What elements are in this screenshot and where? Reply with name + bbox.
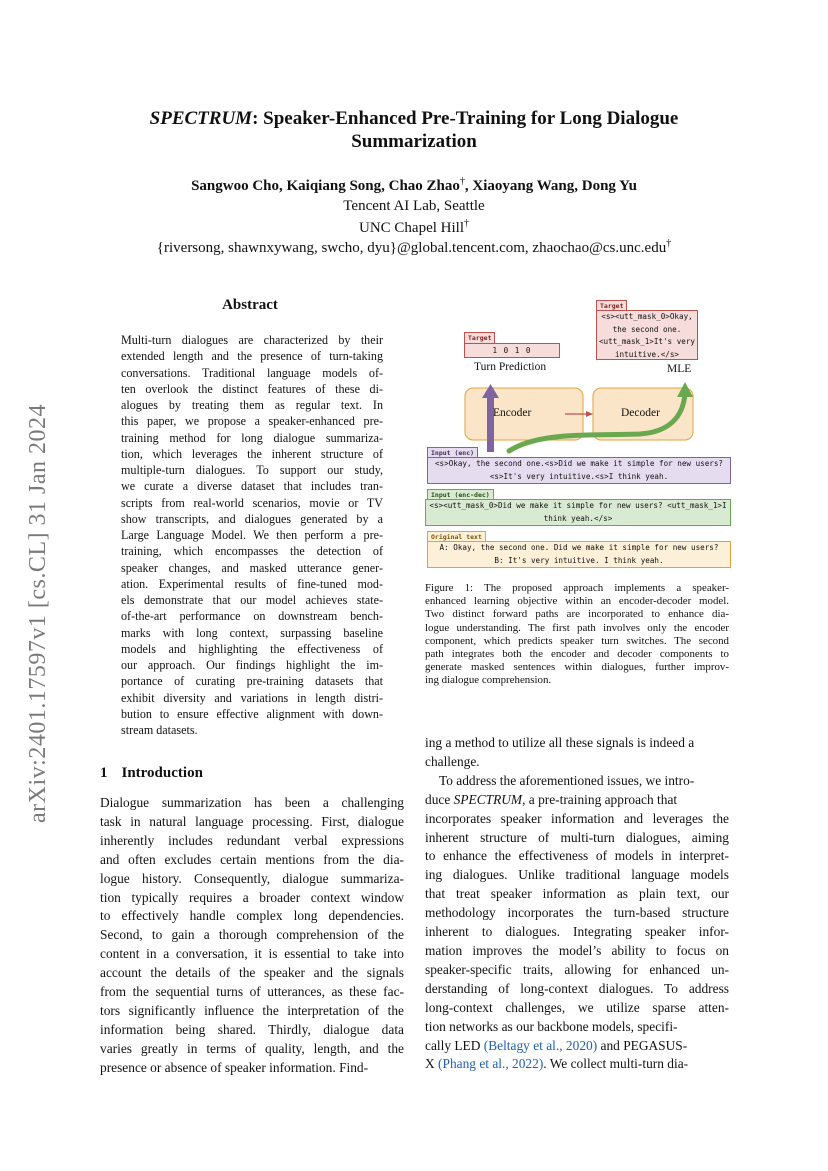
turn-arrow-shaft bbox=[487, 396, 494, 452]
intro-left-line-12: tors significantly influence the interpretation of the bbox=[100, 1002, 404, 1018]
arxiv-stamp bbox=[2, 373, 74, 853]
input-encdec-line-1: <s><utt_mask_0>Did we make it simple for new users? <utt_mask_1>I bbox=[429, 501, 727, 510]
right-p2-rest-line-4: ing dialogues. Unlike traditional language models bbox=[425, 867, 729, 883]
intro-left-line-7: to effectively handle complex long dependencies. bbox=[100, 908, 404, 924]
abstract-line-18: of-the-art performance on downstream bench- bbox=[121, 609, 383, 624]
abstract-line-11: scripts from real-world scenarios, movie or TV bbox=[121, 495, 383, 510]
target2-line-1: <s><utt_mask_0>Okay, bbox=[601, 312, 693, 321]
affiliation-2 bbox=[100, 215, 728, 237]
right-last1-post: and PEGASUS- bbox=[597, 1037, 688, 1053]
right-last2-pre: X bbox=[425, 1056, 439, 1072]
enc-dec-arrowhead bbox=[586, 411, 593, 417]
right-p2-rest-line-12: tion networks as our backbone models, specifi- bbox=[425, 1018, 678, 1034]
intro-left-line-6: tion typically requires a broader context window bbox=[100, 889, 404, 905]
abstract-line-22: portance of curating pre-training datasets that bbox=[121, 674, 383, 689]
paper-title bbox=[100, 107, 728, 153]
abstract-line-8: tion, which leverages the inherent structure of bbox=[121, 446, 383, 461]
affiliation-2-dagger: † bbox=[464, 218, 469, 229]
emails-dagger: † bbox=[666, 238, 672, 249]
intro-left-line-10: account the details of the speaker and the signals bbox=[100, 965, 404, 981]
abstract-line-20: models and highlighting the effectiveness of bbox=[121, 641, 383, 656]
abstract-line-24: bution to ensure effective alignment with down- bbox=[121, 706, 383, 721]
abstract-heading: Abstract bbox=[222, 297, 278, 313]
right-last-line-1 bbox=[425, 1037, 729, 1056]
authors-main: Sangwoo Cho, Kaiqiang Song, Chao Zhao bbox=[191, 178, 460, 194]
abstract-line-2: extended length and the presence of turn-taking bbox=[121, 349, 383, 364]
input-enc-line-2: <s>It's very intuitive.<s>I think yeah. bbox=[489, 471, 669, 481]
abstract-line-19: marks with long context, surpassing baseline bbox=[121, 625, 383, 640]
right-p2-rest-line-10: derstanding of long-context dialogues. To address bbox=[425, 980, 729, 996]
right-cont-line-1: ing a method to utilize all these signals is indeed a bbox=[425, 735, 695, 750]
authors-tail: , Xiaoyang Wang, Dong Yu bbox=[464, 178, 637, 194]
caption-line-8: ing dialogue comprehension. bbox=[425, 674, 552, 687]
abstract-line-9: multiple-turn dialogues. To support our study, bbox=[121, 463, 383, 477]
abstract-line-10: we curate a diverse dataset that includes tran- bbox=[121, 479, 383, 494]
intro-left-line-13: information being shared. Thirdly, dialogue data bbox=[100, 1021, 404, 1037]
abstract-line-16: ation. Experimental results of fine-tuned mod- bbox=[121, 576, 383, 591]
intro-left-line-14: varies greatly in terms of quality, length, and the bbox=[100, 1040, 404, 1056]
input-encdec-line-2: think yeah.</s> bbox=[543, 513, 613, 523]
caption-line-2: enhanced learning objective within an encoder-decoder model. bbox=[425, 595, 729, 608]
caption-line-3: Two distinct forward paths are incorporated to enhance dia- bbox=[425, 608, 729, 621]
input-encdec-label: Input (enc-dec) bbox=[427, 489, 494, 501]
input-encdec-box bbox=[425, 499, 731, 526]
intro-left-line-11: from the sequential turns of utterances, as these fac- bbox=[100, 984, 404, 1000]
turn-prediction-label: Turn Prediction bbox=[474, 361, 547, 373]
intro-left-line-15: presence or absence of speaker information. Find- bbox=[100, 1059, 369, 1075]
right-p2-rest bbox=[425, 810, 729, 1037]
intro-left-line-5: logue history. Consequently, dialogue summariza- bbox=[100, 870, 404, 886]
target2-line-4: intuitive.</s> bbox=[614, 349, 679, 359]
decoder-label: Decoder bbox=[621, 407, 660, 419]
abstract-line-13: Large Language Model. We then perform a pre- bbox=[121, 528, 383, 542]
input-enc-line-1: <s>Okay, the second one.<s>Did we make it simple for new users? bbox=[434, 459, 724, 468]
abstract-line-3: conversations. Traditional language models of- bbox=[121, 365, 383, 380]
caption-line-1: Figure 1: The proposed approach implements a speaker- bbox=[425, 582, 729, 594]
right-p2-pre: duce bbox=[425, 791, 454, 807]
mle-label: MLE bbox=[667, 363, 692, 375]
affiliation-2-text: UNC Chapel Hill bbox=[359, 220, 464, 236]
authors bbox=[100, 176, 728, 195]
abstract-line-12: show transcripts, and dialogues generated by a bbox=[121, 511, 383, 526]
original-text-box bbox=[427, 541, 731, 568]
abstract-line-15: speaker changes, and masked utterance gener- bbox=[121, 560, 383, 575]
original-line-2: B: It's very intuitive. I think yeah. bbox=[494, 555, 664, 565]
right-p2-rest-line-3: to enhance the effectiveness of models in interpret- bbox=[425, 848, 729, 864]
caption-line-4: logue understanding. The first path involves only the encoder bbox=[425, 621, 729, 634]
abstract-line-17: els demonstrate that our model achieves state- bbox=[121, 593, 383, 607]
emails-text: {riversong, shawnxywang, swcho, dyu}@global.tencent.com, zhaochao@cs.unc.edu bbox=[156, 240, 667, 256]
right-p2-post: , a pre-training approach that bbox=[522, 791, 678, 807]
abstract-line-21: our approach. Our findings highlight the im- bbox=[121, 658, 383, 672]
title-line-1 bbox=[100, 107, 728, 130]
section-title: Introduction bbox=[121, 765, 203, 781]
intro-left-line-2: task in natural language processing. First, dialogue bbox=[100, 813, 404, 829]
abstract-line-14: training, which encompasses the detection of bbox=[121, 544, 383, 559]
right-p2-rest-line-9: speaker-specific traits, allowing for enhanced un- bbox=[425, 961, 729, 977]
title-rest: : Speaker-Enhanced Pre-Training for Long Dialogue bbox=[252, 108, 679, 129]
caption-line-6: path integrates both the encoder and decoder components to bbox=[425, 648, 729, 661]
arxiv-stamp-text: arXiv:2401.17597v1 [cs.CL] 31 Jan 2024 bbox=[24, 403, 51, 823]
abstract-line-4: ten overlook the distinct features of these di- bbox=[121, 381, 383, 396]
section-number: 1 bbox=[100, 765, 108, 781]
right-p2-rest-line-5: that treat speaker information as plain text, our bbox=[425, 886, 729, 902]
right-p2-line-1: To address the aforementioned issues, we intro- bbox=[439, 772, 695, 788]
citation-phang[interactable]: (Phang et al., 2022) bbox=[438, 1056, 544, 1072]
abstract-body bbox=[121, 332, 383, 738]
intro-left-line-3: inherently includes redundant verbal expressions bbox=[100, 832, 404, 848]
intro-left-line-1: Dialogue summarization has been a challenging bbox=[100, 795, 404, 810]
right-p2-rest-line-11: long-context challenges, we utilize sparse atten- bbox=[425, 999, 729, 1015]
input-enc-box bbox=[427, 457, 731, 484]
emails bbox=[100, 235, 728, 257]
section-heading bbox=[100, 765, 203, 782]
right-last2-post: . We collect multi-turn dia- bbox=[543, 1056, 689, 1072]
abstract-line-6: this paper, we propose a speaker-enhanced pre- bbox=[121, 414, 383, 429]
target-label: Target bbox=[464, 332, 495, 344]
encoder-label: Encoder bbox=[493, 407, 532, 419]
abstract-line-23: exhibit diversity and variations in length distri- bbox=[121, 690, 383, 705]
intro-right-column bbox=[425, 734, 729, 1074]
intro-left-line-9: content in a conversation, it is essential to take into bbox=[100, 946, 404, 962]
original-text-label: Original text bbox=[427, 531, 486, 543]
figure-1 bbox=[425, 296, 735, 572]
affiliation-1: Tencent AI Lab, Seattle bbox=[343, 198, 485, 214]
right-cont-line-2: challenge. bbox=[425, 753, 480, 769]
right-p2-rest-line-1: incorporates speaker information and leverages the bbox=[425, 810, 729, 826]
abstract-line-25: stream datasets. bbox=[121, 723, 198, 737]
authors-dagger: † bbox=[459, 176, 465, 187]
right-p2-rest-line-2: inherent structure of multi-turn dialogues, aiming bbox=[425, 829, 729, 845]
right-p2-emph: SPECTRUM bbox=[453, 791, 523, 807]
abstract-line-1: Multi-turn dialogues are characterized by their bbox=[121, 333, 383, 347]
abstract-line-5: alogues by treating them as regular text. In bbox=[121, 398, 383, 412]
intro-left-column bbox=[100, 794, 404, 1078]
input-enc-label: Input (enc) bbox=[427, 447, 478, 459]
intro-left-line-4: and often excludes certain mentions from the dia- bbox=[100, 851, 404, 867]
original-line-1: A: Okay, the second one. Did we make it simple for new users? bbox=[439, 543, 719, 552]
right-last-line-2 bbox=[425, 1055, 729, 1074]
caption-line-7: generate masked sentences within dialogues, further improv- bbox=[425, 661, 729, 674]
target2-line-2: the second one. bbox=[612, 324, 682, 334]
caption-line-5: component, which predicts speaker turn switches. The second bbox=[425, 634, 729, 647]
figure-caption bbox=[425, 582, 729, 688]
right-p2-rest-line-6: methodology incorporates the turn-based structure bbox=[425, 905, 729, 921]
target-bits: 1 0 1 0 bbox=[464, 343, 560, 358]
right-p2-line-2 bbox=[425, 791, 729, 810]
right-last1-pre: cally LED bbox=[425, 1037, 484, 1053]
title-emph: SPECTRUM bbox=[149, 108, 253, 129]
citation-beltagy[interactable]: (Beltagy et al., 2020) bbox=[483, 1037, 598, 1053]
title-line-2: Summarization bbox=[351, 131, 477, 152]
target2-line-3: <utt_mask_1>It's very bbox=[598, 337, 695, 346]
abstract-line-7: training method for long dialogue summariza- bbox=[121, 430, 383, 445]
target2-box bbox=[596, 310, 698, 360]
target2-label: Target bbox=[596, 300, 627, 312]
intro-left-line-8: Second, to gain a thorough comprehension of the bbox=[100, 927, 404, 943]
right-p2-rest-line-7: inherent to dialogues. Integrating speaker infor- bbox=[425, 924, 729, 940]
right-p2-rest-line-8: mation improves the model’s ability to focus on bbox=[425, 942, 729, 958]
